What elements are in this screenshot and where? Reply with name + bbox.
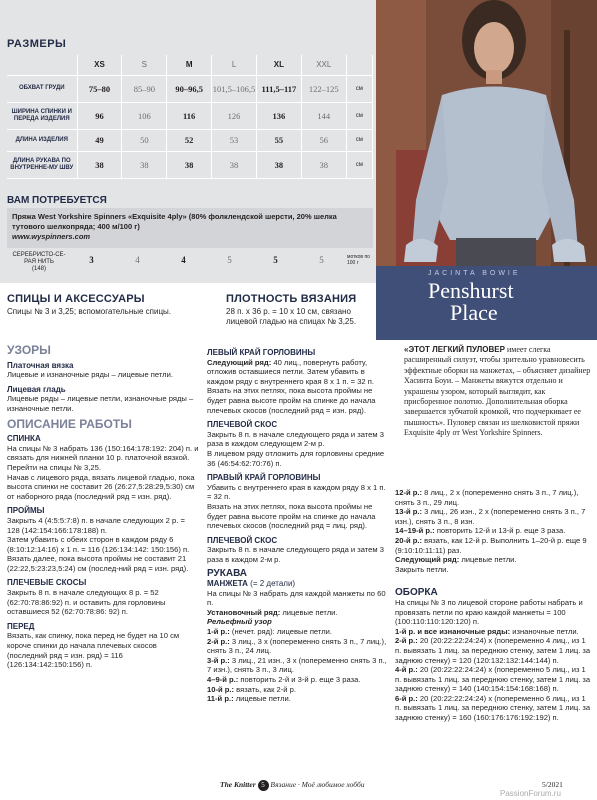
sizes-row [7, 129, 373, 151]
sizes-panel [0, 0, 376, 283]
back-text-3: Начав с лицевого ряда, вязать лицевой гладью, пока высота спинки не составит 26 (26:27,5:28:29,5:30) см от наборного ряда (последний ряд = изн. ряд). [7, 472, 195, 501]
left-shoulder-text-1: Закрыть 8 п. в начале следующего ряда и затем 3 раза в каждом следующем 2-м р. [207, 429, 384, 449]
magazine-name [220, 780, 365, 791]
row-lead: 4-й р.: [395, 665, 418, 675]
row-lead: 3-й р.: [207, 655, 230, 665]
intro-text [404, 345, 592, 439]
left-neck-lead: Следующий ряд: [207, 357, 272, 367]
front-text: Вязать, как спинку, пока перед не будет на 10 см короче спинки до начала плечевых скосов (последний ряд = изн. ряд) = 116 (126:134:142:150:156) п. [7, 631, 180, 670]
page-footer [0, 776, 597, 800]
row-13 [395, 507, 591, 526]
yarn-box [7, 208, 373, 248]
size-header: S [122, 55, 167, 75]
size-header: XS [77, 55, 122, 75]
row-lead: 12-й р.: [395, 488, 423, 497]
row-lead: 2-й р.: [395, 636, 418, 646]
gauge-text: 28 п. х 36 р. = 10 х 10 см, связано лицевой гладью на спицах № 3,25. [226, 307, 357, 326]
row-label: ДЛИНА РУКАВА ПО ВНУТРЕННЕ-МУ ШВУ [7, 151, 77, 178]
row-next [395, 555, 591, 565]
row-lead: Следующий ряд: [395, 555, 460, 565]
skein-count: 5 [227, 255, 232, 265]
table-cell: 144 [301, 102, 346, 129]
row-lead: 4–9-й р.: [207, 675, 239, 684]
table-cell: 101,5–106,5 [212, 75, 257, 102]
sleeves-title: РУКАВА [207, 568, 248, 580]
table-cell: 136 [256, 102, 301, 129]
row-body: 3 лиц., 21 изн., 3 х (попеременно снять 3 п., 7 изн.), снять 3 п., 3 лиц. [207, 655, 387, 675]
right-shoulder-title: ПЛЕЧЕВОЙ СКОС [207, 535, 278, 545]
frill-row-6 [395, 694, 591, 723]
armhole-title: ПРОЙМЫ [7, 506, 45, 516]
row-body: 20 (20:22:22:24:24) х (попеременно 6 лиц., из 1 п. вывязать 1 лиц. за переднюю стенку, затем 1 лиц. за заднюю стенку) = 160 (160:176:176:192:192) п. [395, 693, 591, 723]
pattern-1-title: Платочная вязка [7, 360, 74, 370]
table-cell: 111,5–117 [256, 75, 301, 102]
left-shoulder-title: ПЛЕЧЕВОЙ СКОС [207, 420, 278, 430]
row-14 [395, 526, 591, 536]
cuff-text-2 [207, 608, 389, 618]
back-text-1: На спицы № 3 набрать 136 (150:164:178:192: 204) п. и связать для нижней планки 10 р. платочной вязкой. [7, 443, 199, 463]
row-20 [395, 536, 591, 555]
row-body: изнаночные петли. [510, 626, 579, 636]
size-header: L [212, 55, 257, 75]
pattern-1-text: Лицевые и изнаночные ряды – лицевые петли. [7, 370, 173, 380]
unit-blank [346, 55, 372, 75]
row-body: 8 лиц., 2 х (попеременно снять 3 п., 7 лиц.), снять 3 п., 29 лиц. [395, 488, 579, 507]
materials-title: ВАМ ПОТРЕБУЕТСЯ [7, 195, 107, 206]
right-neck-text-2: Вязать на этих петлях, пока высота проймы не будет равна высоте пройм на спинке до начала плечевых скосов (последний ряд = лиц. ряд). [207, 501, 376, 531]
table-cell: 38 [77, 151, 122, 178]
needles-text: Спицы № 3 и 3,25; вспомогательные спицы. [7, 307, 172, 316]
frill-row-1 [395, 627, 591, 637]
back-text-2: Перейти на спицы № 3,25. [7, 462, 101, 472]
row-lead: 6-й р.: [395, 693, 418, 703]
yarn-color-code: (148) [31, 266, 46, 272]
sizes-row [7, 75, 373, 102]
pattern-title [428, 280, 588, 324]
row-label: ШИРИНА СПИНКИ И ПЕРЕДА ИЗДЕЛИЯ [7, 102, 77, 129]
table-cell: 96 [77, 102, 122, 129]
row-body: вязать, как 2-й р. [234, 684, 296, 694]
row-lead: 13-й р.: [395, 507, 423, 517]
row-lead: 11-й р.: [207, 694, 234, 704]
row-lead: 14–19-й р.: [395, 526, 435, 536]
skein-count: 3 [89, 255, 94, 265]
table-cell: 75–80 [77, 75, 122, 102]
pattern-title-line2: Place [450, 300, 498, 325]
column-3 [395, 488, 591, 723]
table-cell: 38 [212, 151, 257, 178]
table-cell: 53 [212, 129, 257, 151]
cuff-body: лицевые петли. [280, 607, 338, 617]
cuff-text-1: На спицы № 3 набрать для каждой манжеты по 60 п. [207, 588, 386, 608]
table-cell: 90–96,5 [167, 75, 212, 102]
relief-row-6 [207, 694, 389, 704]
unit-cell: см [346, 75, 372, 102]
front-title: ПЕРЕД [7, 621, 35, 631]
needles-title: СПИЦЫ И АКСЕССУАРЫ [7, 293, 145, 305]
left-neck-body: 40 лиц., повернуть работу, отложив оставшиеся петли. Затем убавить в каждом ряду с внутреннего края 8 х 1 п. = 32 п. [207, 357, 374, 386]
yarn-color-label [7, 250, 71, 274]
row-lead: 20-й р.: [395, 535, 423, 545]
row-lead: 10-й р.: [207, 684, 235, 694]
right-neck-text-1: Убавить с внутреннего края в каждом ряду 8 х 1 п. = 32 п. [207, 482, 386, 502]
skein-count: 4 [181, 255, 186, 265]
frill-row-4 [395, 665, 591, 694]
skein-count: 5 [319, 255, 324, 265]
row-body: 20 (20:22:22:24:24) х (попеременно 4 лиц., из 1 п. вывязать 1 лиц. за переднюю стенку, затем 1 лиц. за заднюю стенку) = 120 (120:132:132:144:144) п. [395, 636, 591, 665]
skein-count: 4 [135, 255, 140, 265]
yarn-color-name: СЕРЕБРИСТО-СЕ-РАЯ НИТЬ [12, 252, 66, 265]
column-2 [207, 348, 389, 704]
row-body: вязать, как 12-й р. Выполнить 1–20-й р. еще 9 (9:10:10:11:11) раз. [395, 535, 587, 555]
table-cell: 50 [122, 129, 167, 151]
left-shoulder-text-2: В лицевом ряду отложить для горловины средние 36 (46:54:62:70:76) п. [207, 448, 385, 468]
row-body: 3 лиц., 26 изн., 2 х (попеременно снять 3 п., 7 изн.), снять 3 п., 8 изн. [395, 507, 586, 526]
work-heading: ОПИСАНИЕ РАБОТЫ [7, 416, 132, 431]
relief-row-2 [207, 637, 389, 656]
armhole-text-3: Вязать далее, пока высота проймы не составит 21 (22:22,5:23:23,5:24) см (послед-ний ряд = изн. ряд). [7, 554, 189, 573]
table-cell: 49 [77, 129, 122, 151]
watermark: PassionForum.ru [500, 789, 561, 798]
pattern-2-title: Лицевая гладь [7, 384, 66, 394]
sizes-table [7, 55, 373, 179]
size-header: XL [256, 55, 301, 75]
page-number-badge: 5 [258, 780, 269, 791]
table-cell: 52 [167, 129, 212, 151]
close-text: Закрыть петли. [395, 564, 449, 574]
table-cell: 116 [167, 102, 212, 129]
row-12 [395, 488, 591, 507]
magazine-title: The Knitter [220, 780, 256, 789]
left-neck-text-1 [207, 358, 389, 387]
row-label: ОБХВАТ ГРУДИ [7, 75, 77, 102]
sizes-title: РАЗМЕРЫ [7, 38, 67, 50]
left-neck-title: ЛЕВЫЙ КРАЙ ГОРЛОВИНЫ [207, 348, 316, 357]
frill-row-2 [395, 636, 591, 665]
cuff-note: (= 2 детали) [247, 579, 296, 589]
size-header: XXL [301, 55, 346, 75]
cuff-lead: Установочный ряд: [207, 607, 281, 617]
table-cell: 126 [212, 102, 257, 129]
yarn-link[interactable]: www.wyspinners.com [12, 232, 91, 241]
header-blank [7, 55, 77, 75]
row-body: повторить 2-й и 3-й р. еще 3 раза. [238, 675, 361, 684]
row-lead: 2-й р.: [207, 636, 230, 646]
skein-count: 5 [273, 255, 278, 265]
unit-cell: см [346, 151, 372, 178]
armhole-text-1: Закрыть 4 (4:5:5:7:8) п. в начале следующих 2 р. = 128 (142:154:166:178:188) п. [7, 515, 185, 535]
frill-title: ОБОРКА [395, 587, 438, 599]
yarn-line: Пряжа West Yorkshire Spinners «Exquisite 4ply» (80% фолклендской шерсти, 20% шелка тутового шелкопряда; 400 м/100 г) [12, 212, 337, 231]
size-header: M [167, 55, 212, 75]
intro-body: имеет слегка расширенный силуэт, чтобы зрительно уравновесить эффектные оборки на манжетах, – объясняет дизайнер Хасинта Боуи. – Манжеты вяжутся отдельно и украшены узором, который выглядит, как присборенное полотно. Дополнительная оборка завершается зубчатой кромкой, что подчеркивает ее пышность». Пуловер связан из шелковистой пряжи Exquisite 4ply от West Yorkshire Spinners. [404, 345, 591, 438]
table-cell: 38 [301, 151, 346, 178]
row-body: повторить 12-й и 13-й р. еще 3 раза. [434, 526, 566, 536]
relief-row-4 [207, 675, 389, 685]
patterns-heading: УЗОРЫ [7, 343, 51, 357]
shoulder-title: ПЛЕЧЕВЫЕ СКОСЫ [7, 578, 87, 588]
table-cell: 38 [256, 151, 301, 178]
model-photo-illustration [376, 0, 597, 283]
issue-number: 5/2021 [542, 780, 563, 789]
gauge-title: ПЛОТНОСТЬ ВЯЗАНИЯ [226, 293, 357, 305]
photographer-credit: JACINTA BOWIE [428, 270, 521, 277]
intro-lead: «ЭТОТ ЛЕГКИЙ ПУЛОВЕР [404, 345, 505, 354]
column-1 [7, 343, 199, 670]
shoulder-text: Закрыть 8 п. в начале следующих 8 р. = 52 (62:70:78:86:92) п. и оставить для горловины оставшиеся 52 (62:70:78:86: 92) п. [7, 588, 166, 617]
right-neck-title: ПРАВЫЙ КРАЙ ГОРЛОВИНЫ [207, 473, 321, 483]
row-body: 20 (20:22:22:24:24) х (попеременно 5 лиц., из 1 п. вывязать 1 лиц. за переднюю стенку, затем 1 лиц. за заднюю стенку) = 140 (140:154:154:168:168) п. [395, 665, 591, 694]
armhole-text-2: Затем убавить с обеих сторон в каждом ряду 6 (8:10:12:14:16) х 1 п. = 116 (126:134:142: 150:156) п. [7, 535, 190, 554]
unit-cell: см [346, 129, 372, 151]
sizes-row [7, 102, 373, 129]
relief-title: Рельефный узор [207, 617, 272, 627]
yarn-row [7, 250, 373, 274]
row-body: лицевые петли. [233, 694, 291, 704]
sizes-header-row [7, 55, 373, 75]
table-cell: 85–90 [122, 75, 167, 102]
table-cell: 55 [256, 129, 301, 151]
row-body: (нечет. ряд): лицевые петли. [229, 627, 332, 637]
relief-row-3 [207, 656, 389, 675]
row-label: ДЛИНА ИЗДЕЛИЯ [7, 129, 77, 151]
table-cell: 122–125 [301, 75, 346, 102]
left-neck-text-2: Вязать на этих петлях, пока высота проймы не будет равна высоте пройм на спинке до начала плечевых скосов (последний ряд = изн. ряд). [207, 386, 376, 415]
cuff-title: МАНЖЕТА [207, 579, 248, 589]
pattern-2-text: Лицевые ряды – лицевые петли, изнаночные ряды – изнаночные петли. [7, 394, 194, 413]
relief-row-1 [207, 627, 389, 637]
pattern-title-line1: Penshurst [428, 278, 514, 303]
table-cell: 106 [122, 102, 167, 129]
magazine-tagline: Вязание · Моё любимое хобби [270, 780, 365, 789]
row-body: 3 лиц., 3 х (попеременно снять 3 п., 7 лиц.), снять 3 п., 24 лиц. [207, 636, 387, 656]
frill-text: На спицы № 3 по лицевой стороне работы набрать и провязать петли по краю каждой манжеты = 100 (100:110:110:120:120) п. [395, 597, 583, 627]
sizes-row [7, 151, 373, 178]
table-cell: 38 [167, 151, 212, 178]
back-title: СПИНКА [7, 434, 41, 444]
cuff-heading [207, 579, 389, 589]
skein-unit: мотков по 100 г [347, 254, 370, 266]
relief-row-5 [207, 685, 389, 695]
row-body: лицевые петли. [459, 555, 517, 565]
model-photo [376, 0, 597, 283]
table-cell: 56 [301, 129, 346, 151]
unit-cell: см [346, 102, 372, 129]
row-lead: 1-й р.: [207, 627, 230, 637]
table-cell: 38 [122, 151, 167, 178]
row-lead: 1-й р. и все изнаночные ряды: [395, 626, 511, 636]
right-shoulder-text: Закрыть 8 п. в начале следующего ряда и затем 3 раза в каждом 2-м р. [207, 545, 384, 564]
